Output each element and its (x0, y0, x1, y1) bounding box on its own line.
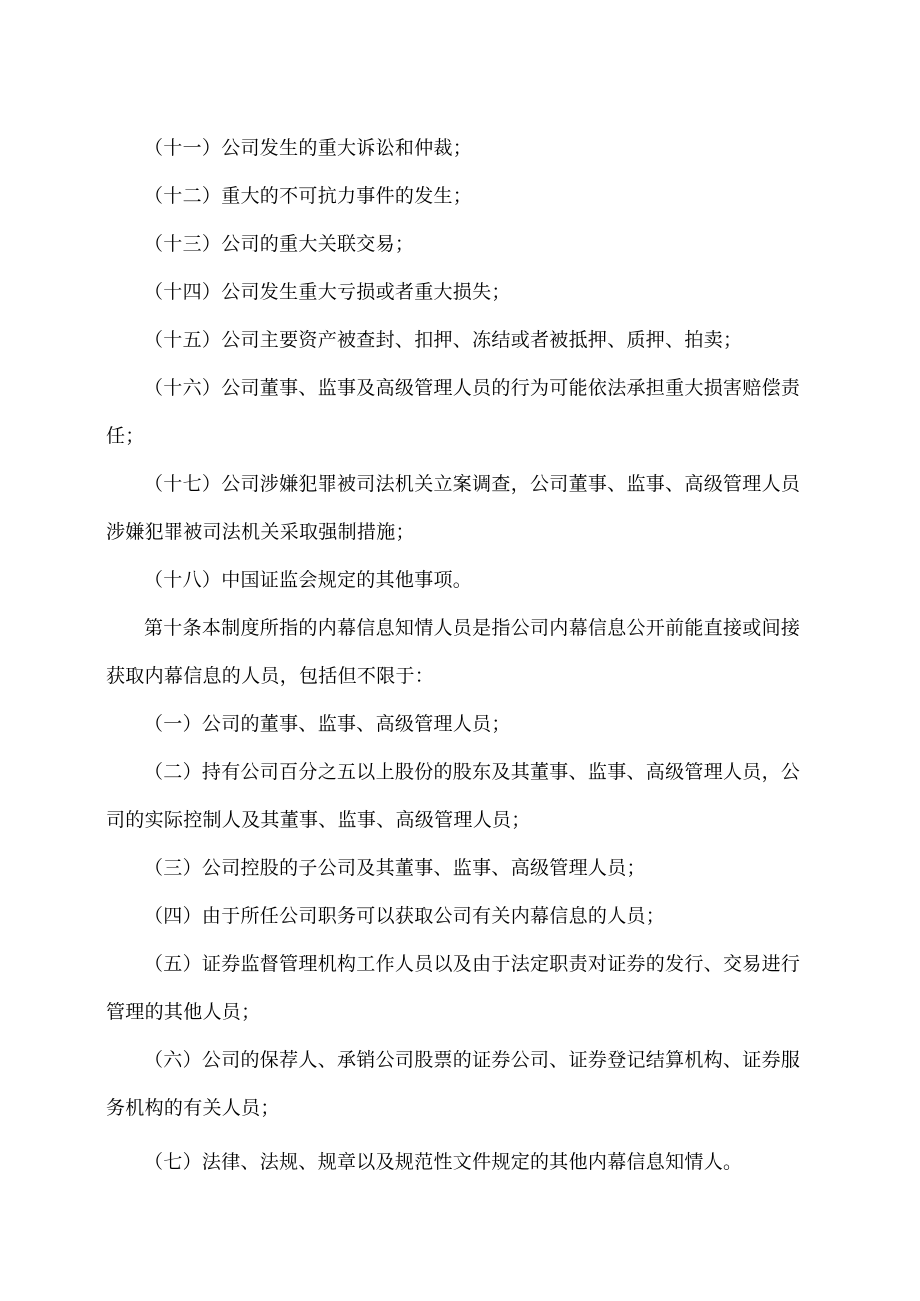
paragraph-18: （十八）中国证监会规定的其他事项。 (144, 569, 473, 591)
paragraph-14: （十四）公司发生重大亏损或者重大损失； (144, 281, 511, 303)
paragraph-13: （十三）公司的重大关联交易； (144, 233, 415, 255)
item-1: （一）公司的董事、监事、高级管理人员； (144, 713, 511, 735)
item-4: （四）由于所任公司职务可以获取公司有关内幕信息的人员； (144, 905, 666, 927)
item-7: （七）法律、法规、规章以及规范性文件规定的其他内幕信息知情人。 (144, 1151, 743, 1173)
item-5: （五）证券监督管理机构工作人员以及由于法定职责对证券的发行、交易进行管理的其他人员； (106, 953, 801, 1023)
paragraph-11: （十一）公司发生的重大诉讼和仲裁； (144, 137, 473, 159)
paragraph-12: （十二）重大的不可抗力事件的发生； (144, 185, 473, 207)
item-3: （三）公司控股的子公司及其董事、监事、高级管理人员； (144, 857, 646, 879)
document-body (106, 124, 818, 1186)
article-10-intro: 第十条本制度所指的内幕信息知情人员是指公司内幕信息公开前能直接或间接获取内幕信息的人员，包括但不限于： (106, 617, 801, 687)
item-2: （二）持有公司百分之五以上股份的股东及其董事、监事、高级管理人员，公司的实际控制人及其董事、监事、高级管理人员； (106, 761, 801, 831)
paragraph-16: （十六）公司董事、监事及高级管理人员的行为可能依法承担重大损害赔偿责任； (106, 377, 801, 447)
paragraph-15: （十五）公司主要资产被查封、扣押、冻结或者被抵押、质押、拍卖； (144, 329, 743, 351)
item-6: （六）公司的保荐人、承销公司股票的证券公司、证券登记结算机构、证券服务机构的有关人员； (106, 1049, 801, 1119)
paragraph-17: （十七）公司涉嫌犯罪被司法机关立案调查，公司董事、监事、高级管理人员涉嫌犯罪被司法机关采取强制措施； (106, 473, 801, 543)
